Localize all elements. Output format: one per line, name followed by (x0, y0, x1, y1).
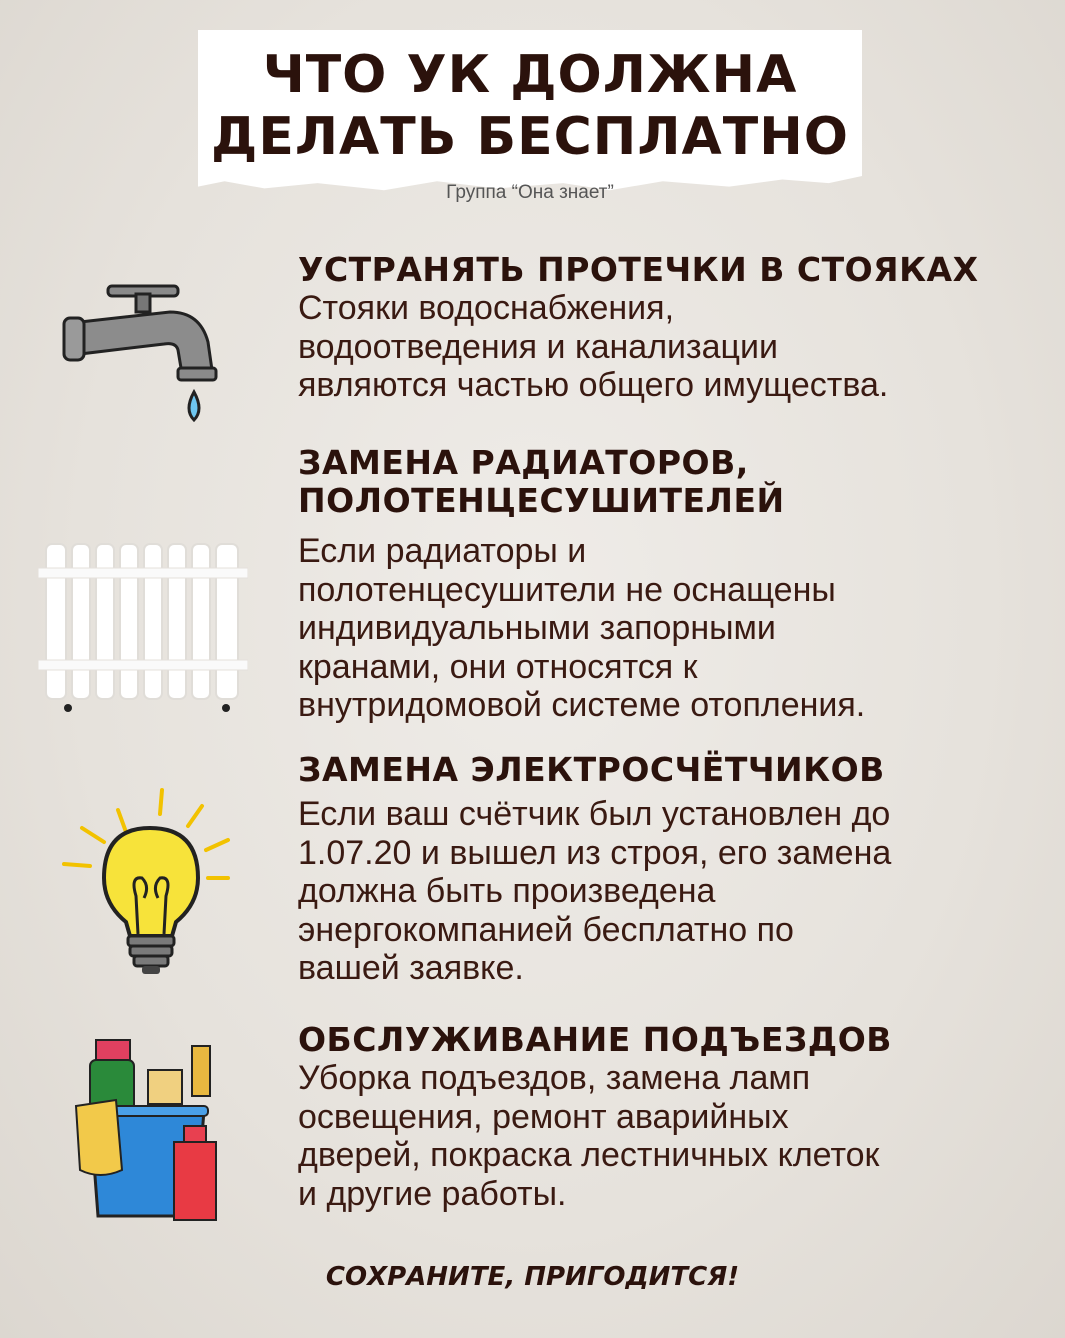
text-line: должна быть произведена (298, 872, 716, 910)
section-title: ЗАМЕНА ЭЛЕКТРОСЧЁТЧИКОВ (298, 750, 885, 789)
text-line: внутридомовой системе отопления. (298, 686, 866, 724)
section-entrance-maintenance (298, 1021, 1038, 1213)
text-line: кранами, они относятся к (298, 647, 698, 686)
text-line: энергокомпанией бесплатно по (298, 910, 794, 949)
text-line: Стояки водоснабжения, (298, 289, 675, 327)
section-radiators (298, 444, 1038, 725)
title-line-1: ЧТО УК ДОЛЖНА (262, 45, 798, 105)
section-riser-leaks (298, 251, 1038, 405)
text-line: индивидуальными запорными (298, 609, 776, 647)
text-line: и другие работы. (298, 1174, 567, 1213)
section-title-line: ЗАМЕНА РАДИАТОРОВ, (298, 443, 749, 482)
section-text (298, 532, 1038, 725)
section-title (298, 444, 1038, 520)
text-line: Если ваш счётчик был установлен до (298, 795, 891, 833)
subtitle: Группа “Она знает” (446, 182, 614, 203)
section-text (298, 289, 1038, 405)
text-line: Уборка подъездов, замена ламп (298, 1059, 811, 1097)
page-title (198, 44, 862, 168)
section-title-line: ПОЛОТЕНЦЕСУШИТЕЛЕЙ (298, 481, 785, 520)
footer-save-note: СОХРАНИТЕ, ПРИГОДИТСЯ! (325, 1262, 740, 1292)
section-text (298, 1059, 1038, 1213)
text-line: водоотведения и канализации (298, 327, 778, 366)
section-title: ОБСЛУЖИВАНИЕ ПОДЪЕЗДОВ (298, 1020, 892, 1059)
section-text (298, 795, 1038, 988)
text-line: 1.07.20 и вышел из строя, его замена (298, 833, 892, 872)
cleaning-supplies-icon (70, 1030, 230, 1225)
radiator-icon (38, 540, 248, 715)
faucet-icon (60, 282, 220, 427)
text-line: освещения, ремонт аварийных (298, 1097, 789, 1136)
section-title: УСТРАНЯТЬ ПРОТЕЧКИ В СТОЯКАХ (298, 250, 979, 289)
text-line: дверей, покраска лестничных клеток (298, 1136, 880, 1174)
title-line-2: ДЕЛАТЬ БЕСПЛАТНО (211, 107, 849, 167)
text-line: Если радиаторы и (298, 532, 587, 570)
section-electric-meters (298, 751, 1038, 988)
light-bulb-icon (60, 786, 240, 981)
text-line: полотенцесушители не оснащены (298, 570, 836, 609)
text-line: вашей заявке. (298, 949, 524, 987)
text-line: являются частью общего имущества. (298, 366, 889, 404)
